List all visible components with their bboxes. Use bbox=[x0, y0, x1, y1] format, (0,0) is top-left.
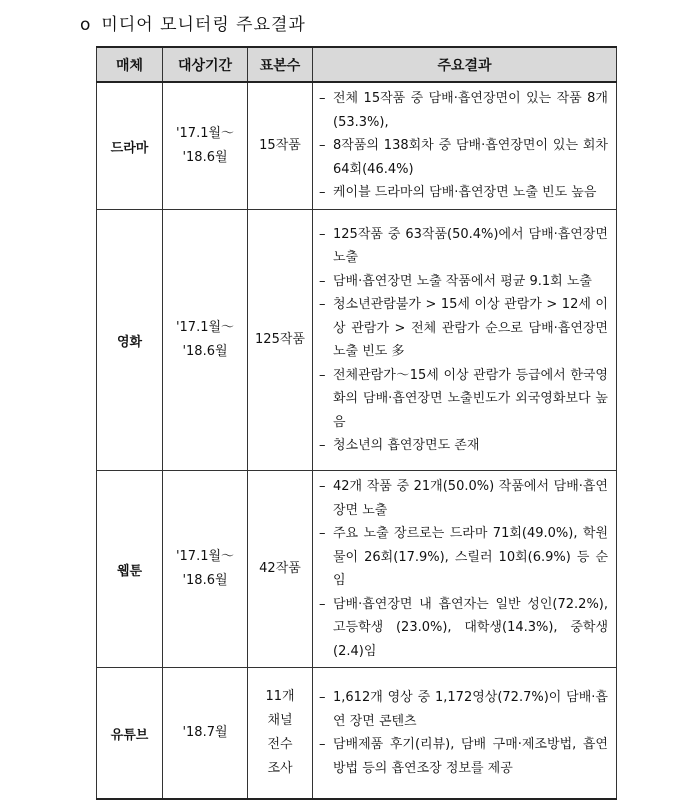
period-cell bbox=[163, 210, 248, 471]
result-item: – 주요 노출 장르로는 드라마 71회(49.0%), 학원물이 26회(17.9%), 스릴러 10회(6.9%) 등 순임 bbox=[319, 526, 608, 588]
header-results: 주요결과 bbox=[313, 47, 617, 82]
result-item: – 청소년관람불가 > 15세 이상 관람가 > 12세 이상 관람가 > 전체 관람가 순으로 담배·흡연장면 노출 빈도 多 bbox=[319, 297, 608, 359]
period-line: '18.6월 bbox=[182, 573, 228, 588]
result-item: – 전체관람가～15세 이상 관람가 등급에서 한국영화의 담배·흡연장면 노출빈도가 외국영화보다 높음 bbox=[319, 367, 608, 430]
period-line: '17.1월～ bbox=[175, 126, 235, 141]
result-item: – 청소년의 흡연장면도 존재 bbox=[319, 438, 480, 453]
medium-cell: 드라마 bbox=[97, 82, 163, 210]
header-period: 대상기간 bbox=[163, 47, 248, 82]
period-line: '18.6월 bbox=[182, 344, 228, 359]
section-heading bbox=[80, 10, 306, 35]
period-line: '17.1월～ bbox=[175, 549, 235, 564]
heading-bullet: o bbox=[80, 15, 92, 35]
result-item: – 42개 작품 중 21개(50.0%) 작품에서 담배·흡연장면 노출 bbox=[319, 479, 608, 518]
results-cell bbox=[313, 82, 617, 210]
sample-line: 15작품 bbox=[259, 138, 301, 153]
sample-line: 채널 bbox=[267, 713, 293, 728]
sample-cell bbox=[248, 471, 313, 668]
medium-cell: 유튜브 bbox=[97, 668, 163, 800]
period-cell bbox=[163, 82, 248, 210]
period-line: '18.7월 bbox=[182, 725, 228, 740]
table-row bbox=[97, 471, 617, 668]
header-sample: 표본수 bbox=[248, 47, 313, 82]
result-item: – 케이블 드라마의 담배·흡연장면 노출 빈도 높음 bbox=[319, 185, 597, 201]
table-row bbox=[97, 82, 617, 210]
result-item: – 담배·흡연장면 내 흡연자는 일반 성인(72.2%), 고등학생 (23.0%), 대학생(14.3%), 중학생(2.4)임 bbox=[319, 596, 608, 659]
sample-line: 11개 bbox=[265, 689, 295, 704]
period-line: '17.1월～ bbox=[175, 320, 235, 335]
sample-line: 42작품 bbox=[259, 561, 301, 576]
sample-line: 125작품 bbox=[255, 332, 305, 347]
header-medium: 매체 bbox=[97, 47, 163, 82]
result-item: – 전체 15작품 중 담배·흡연장면이 있는 작품 8개(53.3%), bbox=[319, 91, 608, 130]
heading-text: 미디어 모니터링 주요결과 bbox=[101, 15, 306, 35]
table-row bbox=[97, 210, 617, 471]
result-item: – 8작품의 138회차 중 담배·흡연장면이 있는 회차 64회(46.4%) bbox=[319, 138, 608, 177]
sample-cell bbox=[248, 82, 313, 210]
results-cell bbox=[313, 668, 617, 800]
sample-line: 조사 bbox=[267, 761, 293, 776]
period-line: '18.6월 bbox=[182, 150, 228, 165]
medium-cell: 영화 bbox=[97, 210, 163, 471]
result-item: – 125작품 중 63작품(50.4%)에서 담배·흡연장면 노출 bbox=[319, 226, 608, 265]
sample-cell bbox=[248, 668, 313, 800]
table-row bbox=[97, 668, 617, 800]
result-item: – 담배제품 후기(리뷰), 담배 구매·제조방법, 흡연방법 등의 흡연조장 정보를 제공 bbox=[319, 737, 608, 776]
period-cell bbox=[163, 668, 248, 800]
medium-cell: 웹툰 bbox=[97, 471, 163, 668]
sample-cell bbox=[248, 210, 313, 471]
results-cell bbox=[313, 210, 617, 471]
table-header-row bbox=[97, 47, 617, 82]
period-cell bbox=[163, 471, 248, 668]
monitoring-results-table bbox=[96, 46, 617, 800]
results-cell bbox=[313, 471, 617, 668]
result-item: – 1,612개 영상 중 1,172영상(72.7%)이 담배·흡연 장면 콘텐츠 bbox=[319, 690, 608, 729]
result-item: – 담배·흡연장면 노출 작품에서 평균 9.1회 노출 bbox=[319, 273, 592, 289]
sample-line: 전수 bbox=[267, 737, 293, 752]
